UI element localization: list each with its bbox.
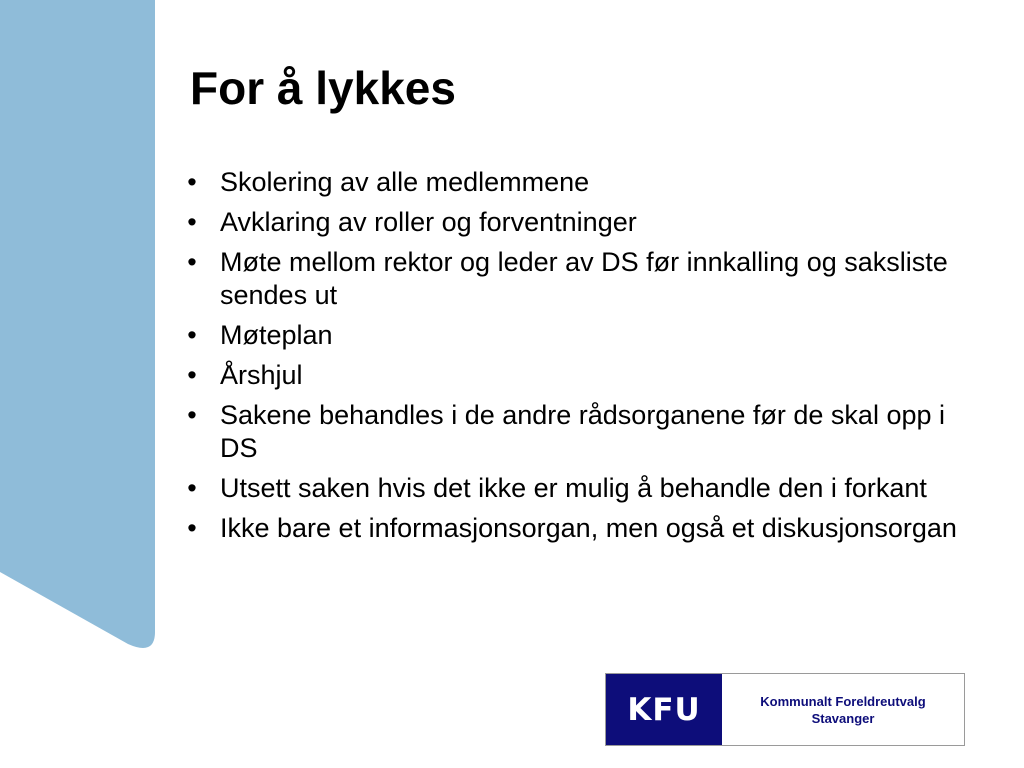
bullet-item bbox=[182, 319, 962, 352]
bullet-text: Årshjul bbox=[220, 360, 303, 390]
bullet-text: Avklaring av roller og forventninger bbox=[220, 207, 637, 237]
bullet-item bbox=[182, 472, 962, 505]
side-band-shape bbox=[0, 0, 155, 648]
bullet-text: Møte mellom rektor og leder av DS før innkalling og saksliste sendes ut bbox=[220, 247, 948, 310]
bullet-marker: • bbox=[187, 513, 197, 543]
bullet-marker: • bbox=[187, 320, 197, 350]
bullet-text: Sakene behandles i de andre rådsorganene før de skal opp i DS bbox=[220, 400, 945, 463]
logo-text bbox=[722, 674, 964, 745]
bullet-marker: • bbox=[187, 247, 197, 277]
bullet-item bbox=[182, 399, 962, 465]
bullet-item bbox=[182, 166, 962, 199]
bullet-text: Utsett saken hvis det ikke er mulig å behandle den i forkant bbox=[220, 473, 927, 503]
logo-mark: KFU bbox=[606, 674, 722, 745]
bullet-marker: • bbox=[187, 360, 197, 390]
bullet-item bbox=[182, 359, 962, 392]
bullet-marker: • bbox=[187, 207, 197, 237]
slide-title: For å lykkes bbox=[190, 62, 456, 114]
bullet-item bbox=[182, 512, 962, 545]
logo-city: Stavanger bbox=[811, 710, 875, 726]
bullet-text: Ikke bare et informasjonsorgan, men også et diskusjonsorgan bbox=[220, 513, 957, 543]
decorative-side-band bbox=[0, 0, 160, 660]
bullet-marker: • bbox=[187, 473, 197, 503]
bullet-item bbox=[182, 246, 962, 312]
logo-org-name: Kommunalt Foreldreutvalg bbox=[760, 693, 926, 709]
bullet-marker: • bbox=[187, 400, 197, 430]
bullet-list bbox=[182, 166, 962, 552]
bullet-text: Skolering av alle medlemmene bbox=[220, 167, 590, 197]
kfu-logo bbox=[605, 673, 965, 746]
bullet-text: Møteplan bbox=[220, 320, 333, 350]
bullet-item bbox=[182, 206, 962, 239]
bullet-marker: • bbox=[187, 167, 197, 197]
